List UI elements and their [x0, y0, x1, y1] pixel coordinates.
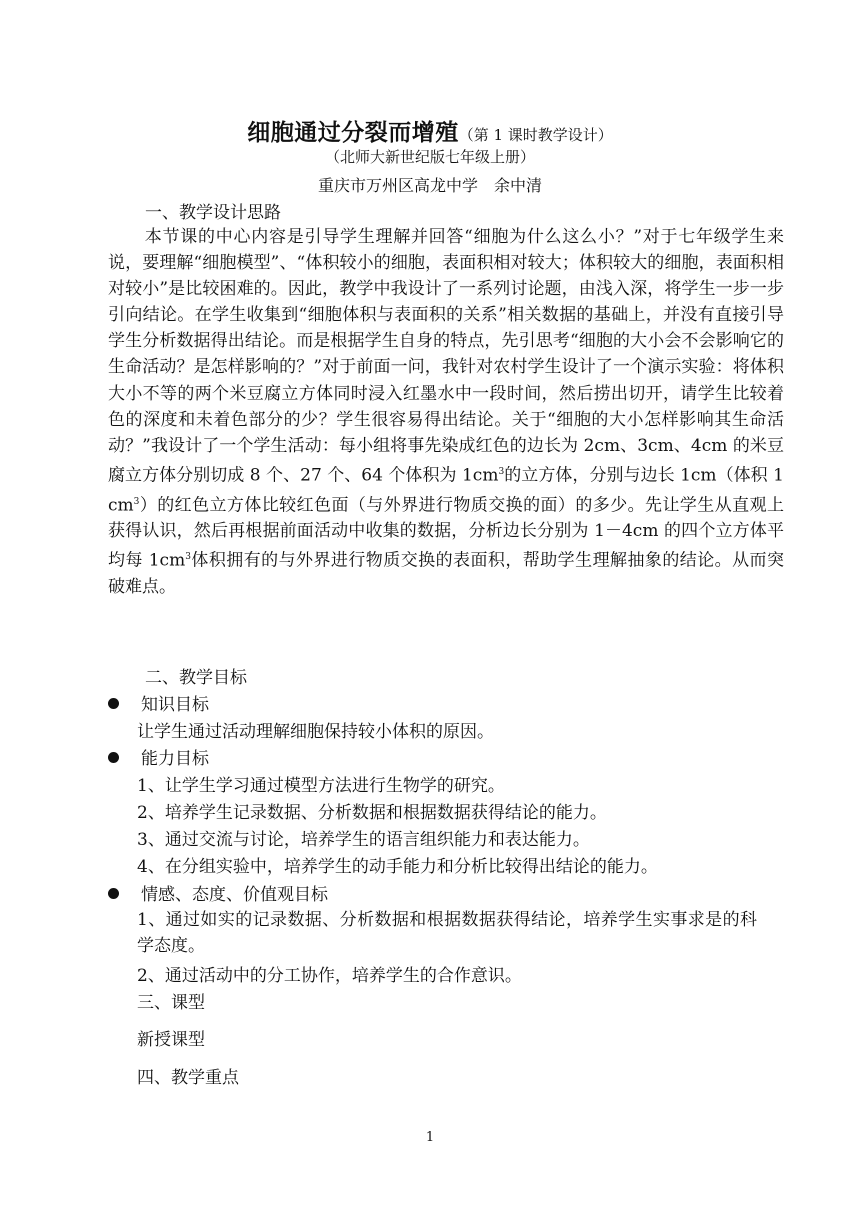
attitude-goal-item: 2、通过活动中的分工协作，培养学生的合作意识。 [137, 966, 522, 986]
ability-goal-item: 3、通过交流与讨论，培养学生的语言组织能力和表达能力。 [137, 830, 590, 850]
ability-goal-item: 1、让学生学习通过模型方法进行生物学的研究。 [137, 776, 505, 796]
attitude-goal-item: 1、通过如实的记录数据、分析数据和根据数据获得结论，培养学生实事求是的科学态度。 [137, 910, 757, 956]
bullet-label: 情感、态度、价值观目标 [141, 885, 328, 905]
ability-goal-heading [108, 744, 209, 769]
paragraph-part-a: 本节课的中心内容是引导学生理解并回答“细胞为什么这么小？”对于七年级学生来说，要理解“细胞模型”、“体积较小的细胞，表面积相对较大；体积较大的细胞，表面积相对较小”是比较困难的。因此，教学中我设计了一系列讨论题，由浅入深，将学生一步一步引向结论。在学生收集到“细胞体积与表面积的关系”相关数据的基础上，并没有直接引导学生分析数据得出结论。而是根据学生自身的特点，先引思考“细胞的大小会不会影响它的生命活动？是怎样影响的？”对于前面一问，我针对农村学生设计了一个演示实验：将体积大小不等的两个米豆腐立方体同时浸入红墨水中一段时间，然后捞出切开，请学生比较着色的深度和未着色部分的少？学生很容易得出结论。关于“细胞的大小怎样影响其生命活动？”我设计了一个学生活动：每小组将事先染成红色的边长为 2cm、3cm、4cm 的米豆腐立方体分别切成 8 个、27 个、64 个体积为 1cm [108, 227, 784, 486]
page-number: 1 [425, 1130, 435, 1145]
bullet-icon [108, 888, 119, 899]
edition-note: （北师大新世纪版七年级上册） [324, 148, 535, 166]
section-1-heading: 一、教学设计思路 [145, 203, 281, 223]
section-1-paragraph [108, 224, 784, 600]
author-line: 重庆市万州区高龙中学 余中清 [317, 176, 542, 195]
section-3-content: 新授课型 [137, 1030, 205, 1050]
paragraph-part-d: 体积拥有的与外界进行物质交换的表面积，帮助学生理解抽象的结论。从而突破难点。 [108, 551, 784, 598]
section-4-heading: 四、教学重点 [137, 1068, 239, 1088]
section-3-heading: 三、课型 [137, 993, 205, 1013]
bullet-label: 能力目标 [141, 749, 209, 769]
superscript-3: 3 [133, 496, 140, 507]
bullet-label: 知识目标 [141, 695, 209, 715]
ability-goal-item: 4、在分组实验中，培养学生的动手能力和分析比较得出结论的能力。 [137, 857, 658, 877]
paragraph-part-b: 的立方体，分别与边长 1cm（体积 1cm [108, 465, 784, 516]
superscript-3: 3 [185, 552, 191, 563]
attitude-goal-heading [108, 880, 328, 905]
paragraph-part-c: ）的红色立方体比较红色面（与外界进行物质交换的面）的多少。先让学生从直观上获得认识，然后再根据前面活动中收集的数据，分析边长分别为 1－4cm 的四个立方体平均每 1cm [108, 495, 784, 572]
ability-goal-item: 2、培养学生记录数据、分析数据和根据数据获得结论的能力。 [137, 803, 607, 823]
title-subtitle: （第 1 课时教学设计） [458, 126, 613, 144]
page-title [0, 114, 860, 147]
superscript-3: 3 [498, 466, 505, 477]
knowledge-goal-item: 让学生通过活动理解细胞保持较小体积的原因。 [137, 722, 494, 742]
knowledge-goal-heading [108, 690, 209, 715]
section-2-heading: 二、教学目标 [145, 668, 247, 688]
bullet-icon [108, 752, 119, 763]
bullet-icon [108, 698, 119, 709]
title-main: 细胞通过分裂而增殖 [247, 120, 459, 146]
